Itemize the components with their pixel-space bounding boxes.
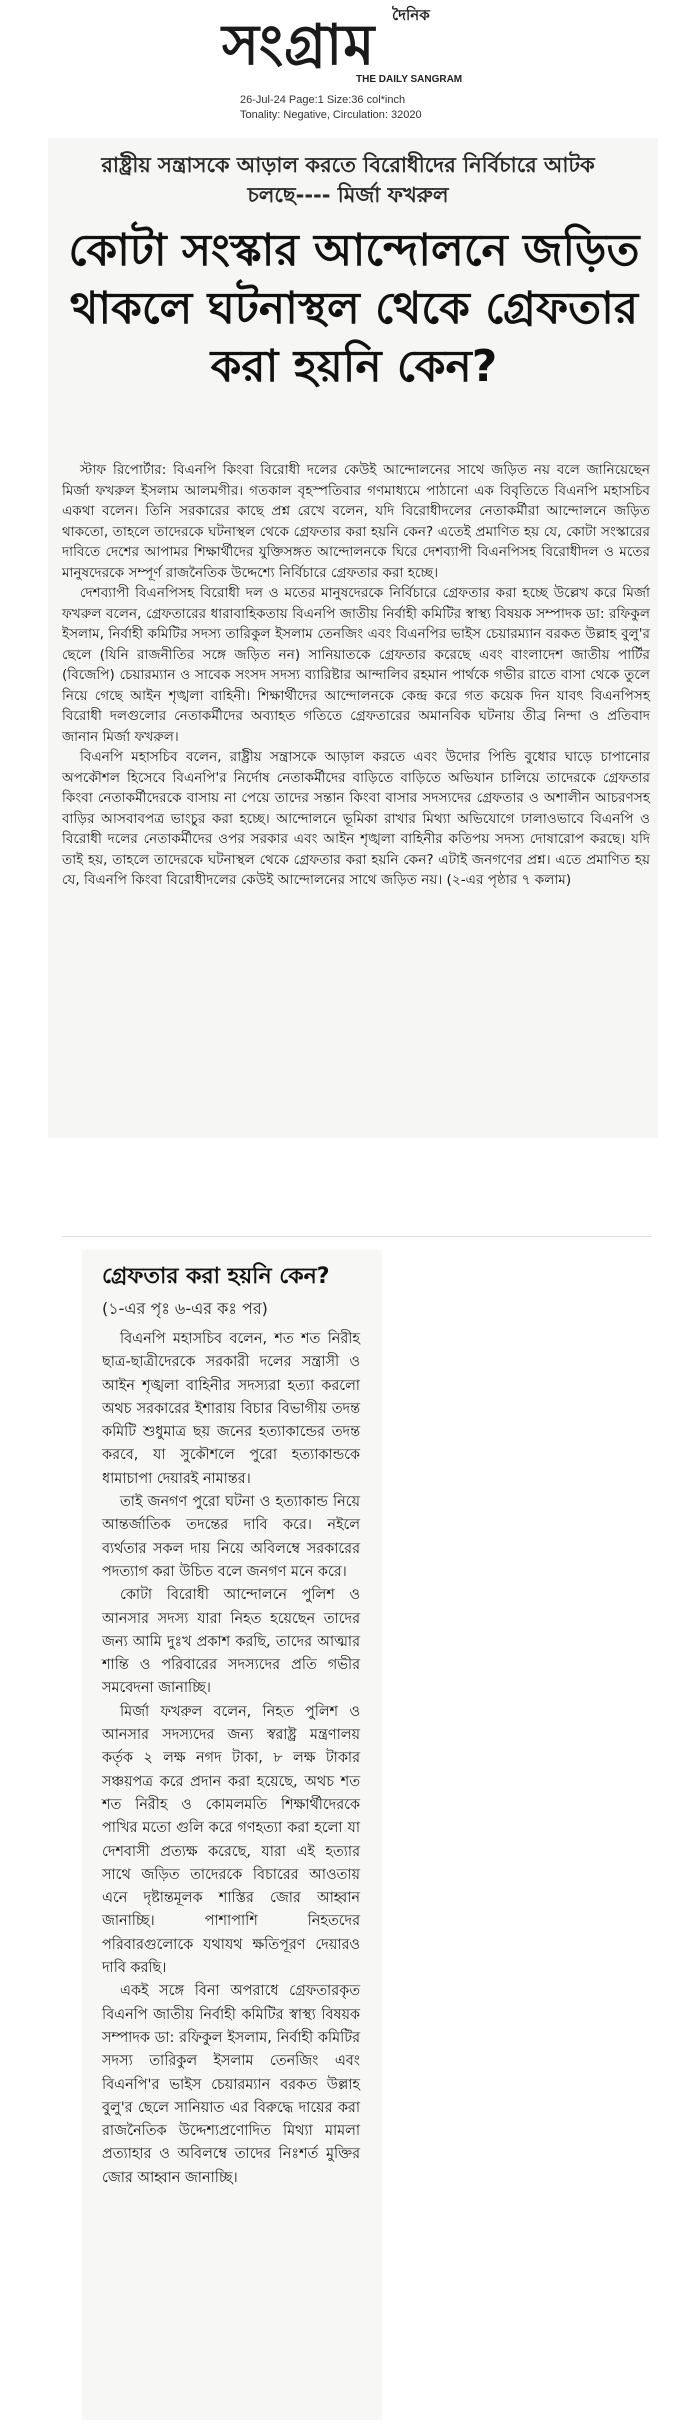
continuation-paragraph: বিএনপি মহাসচিব বলেন, শত শত নিরীহ ছাত্র-ছাত্রীদেরকে সরকারী দলের সন্ত্রাসী ও আইন শৃঙ্খলা বাহিনীর সদস্যরা হত্যা করলো অথচ সরকারের ইশারায় বিচার বিভাগীয় তদন্ত কমিটি শুধুমাত্র ছয় জনের হত্যাকান্ডের তদন্ত করবে, যা সুকৌশলে পুরো হত্যাকান্ডকে ধামাচাপা দেয়ারই নামান্তর। xyxy=(102,1331,360,1487)
continuation-paragraph: মির্জা ফখরুল বলেন, নিহত পুলিশ ও আনসার সদস্যদের জন্য স্বরাষ্ট্র মন্ত্রণালয় কর্তৃক ২ লক্ষ নগদ টাকা, ৮ লক্ষ টাকার সঞ্চয়পত্র করে প্রদান করা হয়েছে, অথচ শত শত নিরীহ ও কোমলমতি শিক্ষার্থীদেরকে পাখির মতো গুলি করে গণহত্যা করা হলো যা দেশবাসী প্রত্যক্ষ করেছে, যারা এই হত্যার সাথে জড়িত তাদেরকে বিচারের আওতায় এনে দৃষ্টান্তমূলক শাস্তির জোর আহ্বান জানাচ্ছি। পাশাপাশি নিহতদের পরিবারগুলোকে যথাযথ ক্ষতিপূরণ দেয়ারও দাবি করছি। xyxy=(102,1703,360,1977)
article-paragraph: দেশব্যাপী বিএনপিসহ বিরোধী দল ও মতের মানুষদেরকে নির্বিচারে গ্রেফতার করা হচ্ছে উল্লেখ করে মির্জা ফখরুল বলেন, গ্রেফতারের ধারাবাহিকতায় বিএনপি জাতীয় নির্বাহী কমিটির স্বাস্থ্য বিষয়ক সম্পাদক ডা: রফিকুল ইসলাম, নির্বাহী কমিটির সদস্য তারিকুল ইসলাম তেনজিং এবং বিএনপির ভাইস চেয়ারম্যান বরকত উল্লাহ বুলু'র ছেলে (যিনি রাজনীতির সঙ্গে জড়িত নন) সানিয়াতকে গ্রেফতার করেছে এবং বাংলাদেশ জাতীয় পার্টির (বিজেপি) চেয়ারম্যান ও সাবেক সংসদ সদস্য ব্যারিষ্টার আন্দালিব রহমান পার্থকে গভীর রাতে বাসা থেকে তুলে নিয়ে গেছে আইন শৃঙ্খলা বাহিনী। শিক্ষার্থীদের আন্দোলনকে কেন্দ্র করে গত কয়েক দিন যাবৎ বিএনপিসহ বিরোধী দলগুলোর নেতাকর্মীদের অব্যাহত গতিতে গ্রেফতারের অমানবিক ঘটনায় তীব্র নিন্দা ও প্রতিবাদ জানান মির্জা ফখরুল। xyxy=(62,585,650,745)
continuation-body xyxy=(102,1328,360,2190)
continuation-paragraph: তাই জনগণ পুরো ঘটনা ও হত্যাকান্ড নিয়ে আন্তর্জাতিক তদন্তের দাবি করে। নইলে ব্যর্থতার সকল দায় নিয়ে অবিলম্বে সরকারের পদত্যাগ করা উচিত বলে জনগণ মনে করে। xyxy=(102,1494,360,1580)
masthead-small-label: দৈনিক xyxy=(392,6,430,24)
masthead-subtitle: THE DAILY SANGRAM xyxy=(356,74,463,85)
clipping-meta-tonality: Tonality: Negative, Circulation: 32020 xyxy=(240,109,422,121)
continuation-title: গ্রেফতার করা হয়নি কেন? xyxy=(102,1264,330,1289)
section-divider xyxy=(62,1236,652,1237)
article-kicker: রাষ্ট্রীয় সন্ত্রাসকে আড়াল করতে বিরোধীদের নির্বিচারে আটক চলছে---- মির্জা ফখরুল xyxy=(101,153,595,207)
article-body xyxy=(62,460,650,891)
article-paragraph: স্টাফ রিপোর্টার: বিএনপি কিংবা বিরোধী দলের কেউই আন্দোলনের সাথে জড়িত নয় বলে জানিয়েছেন মির্জা ফখরুল ইসলাম আলমগীর। গতকাল বৃহস্পতিবার গণমাধ্যমে পাঠানো এক বিবৃতিতে বিএনপি মহাসচিব একথা বলেন। তিনি সরকারের কাছে প্রশ্ন রেখে বলেন, যদি বিরোধীদলের নেতাকর্মীরা আন্দোলনে জড়িত থাকতো, তাহলে তাদেরকে ঘটনাস্থল থেকে গ্রেফতার করা হয়নি কেন? এতেই প্রমাণিত হয় যে, কোটা সংস্কারের দাবিতে দেশের আপামর শিক্ষার্থীদের যুক্তিসঙ্গত আন্দোলনকে ঘিরে দেশব্যাপী বিএনপিসহ বিরোধীদল ও মতের মানুষদেরকে সম্পূর্ণ রাজনৈতিক উদ্দেশ্যে নির্বিচারে গ্রেফতার করা হচ্ছে। xyxy=(62,462,650,581)
article-paragraph: বিএনপি মহাসচিব বলেন, রাষ্ট্রীয় সন্ত্রাসকে আড়াল করতে এবং উদোর পিন্ডি বুধোর ঘাড়ে চাপানোর অপকৌশল হিসেবে বিএনপি'র নির্দোষ নেতাকর্মীদের বাড়িতে বাড়িতে অভিযান চালিয়ে তাদেরকে গ্রেফতার কিংবা নেতাকর্মীদেরকে বাসায় না পেয়ে তাদের সন্তান কিংবা বাসার সদস্যদের গ্রেফতার ও অশালীন আচরণসহ বাড়ির আসবাবপত্র ভাংচুর করা হচ্ছে। আন্দোলনে ভূমিকা রাখার মিথ্যা অভিযোগে ঢালাওভাবে বিএনপি ও বিরোধী দলের নেতাকর্মীদের ওপর সরকার এবং আইন শৃঙ্খলা বাহিনীর কতিপয় সদস্য দোষারোপ করছে। যদি তাই হয়, তাহলে তাদেরকে ঘটনাস্থল থেকে গ্রেফতার করা হয়নি কেন? এটাই জনগণের প্রশ্ন। এতে প্রমাণিত হয় যে, বিএনপি কিংবা বিরোধীদলের কেউই আন্দোলনের সাথে জড়িত নয়। (২-এর পৃষ্ঠার ৭ কলাম) xyxy=(62,749,650,888)
continuation-paragraph: একই সঙ্গে বিনা অপরাধে গ্রেফতারকৃত বিএনপি জাতীয় নির্বাহী কমিটির স্বাস্থ্য বিষয়ক সম্পাদক ডা: রফিকুল ইসলাম, নির্বাহী কমিটির সদস্য তারিকুল ইসলাম তেনজিং এবং বিএনপি'র ভাইস চেয়ারম্যান বরকত উল্লাহ বুলু'র ছেলে সানিয়াত এর বিরুদ্ধে দায়ের করা রাজনৈতিক উদ্দেশ্যপ্রণোদিত মিথ্যা মামলা প্রত্যাহার ও অবিলম্বে তাদের নিঃশর্ত মুক্তির জোর আহ্বান জানাচ্ছি। xyxy=(102,1983,360,2186)
continuation-reference: (১-এর পৃঃ ৬-এর কঃ পর) xyxy=(102,1299,268,1318)
clipping-meta-date: 26-Jul-24 Page:1 Size:36 col*inch xyxy=(240,94,406,106)
article-headline: কোটা সংস্কার আন্দোলনে জড়িত থাকলে ঘটনাস্থল থেকে গ্রেফতার করা হয়নি কেন? xyxy=(68,225,640,392)
masthead xyxy=(0,0,688,130)
newspaper-logo: সংগ্রাম xyxy=(222,12,376,78)
continuation-paragraph: কোটা বিরোধী আন্দোলনে পুলিশ ও আনসার সদস্য যারা নিহত হয়েছেন তাদের জন্য আমি দুঃখ প্রকাশ করছি, তাদের আত্মার শান্তি ও পরিবারের সদস্যদের প্রতি গভীর সমবেদনা জানাচ্ছি। xyxy=(102,1587,360,1697)
